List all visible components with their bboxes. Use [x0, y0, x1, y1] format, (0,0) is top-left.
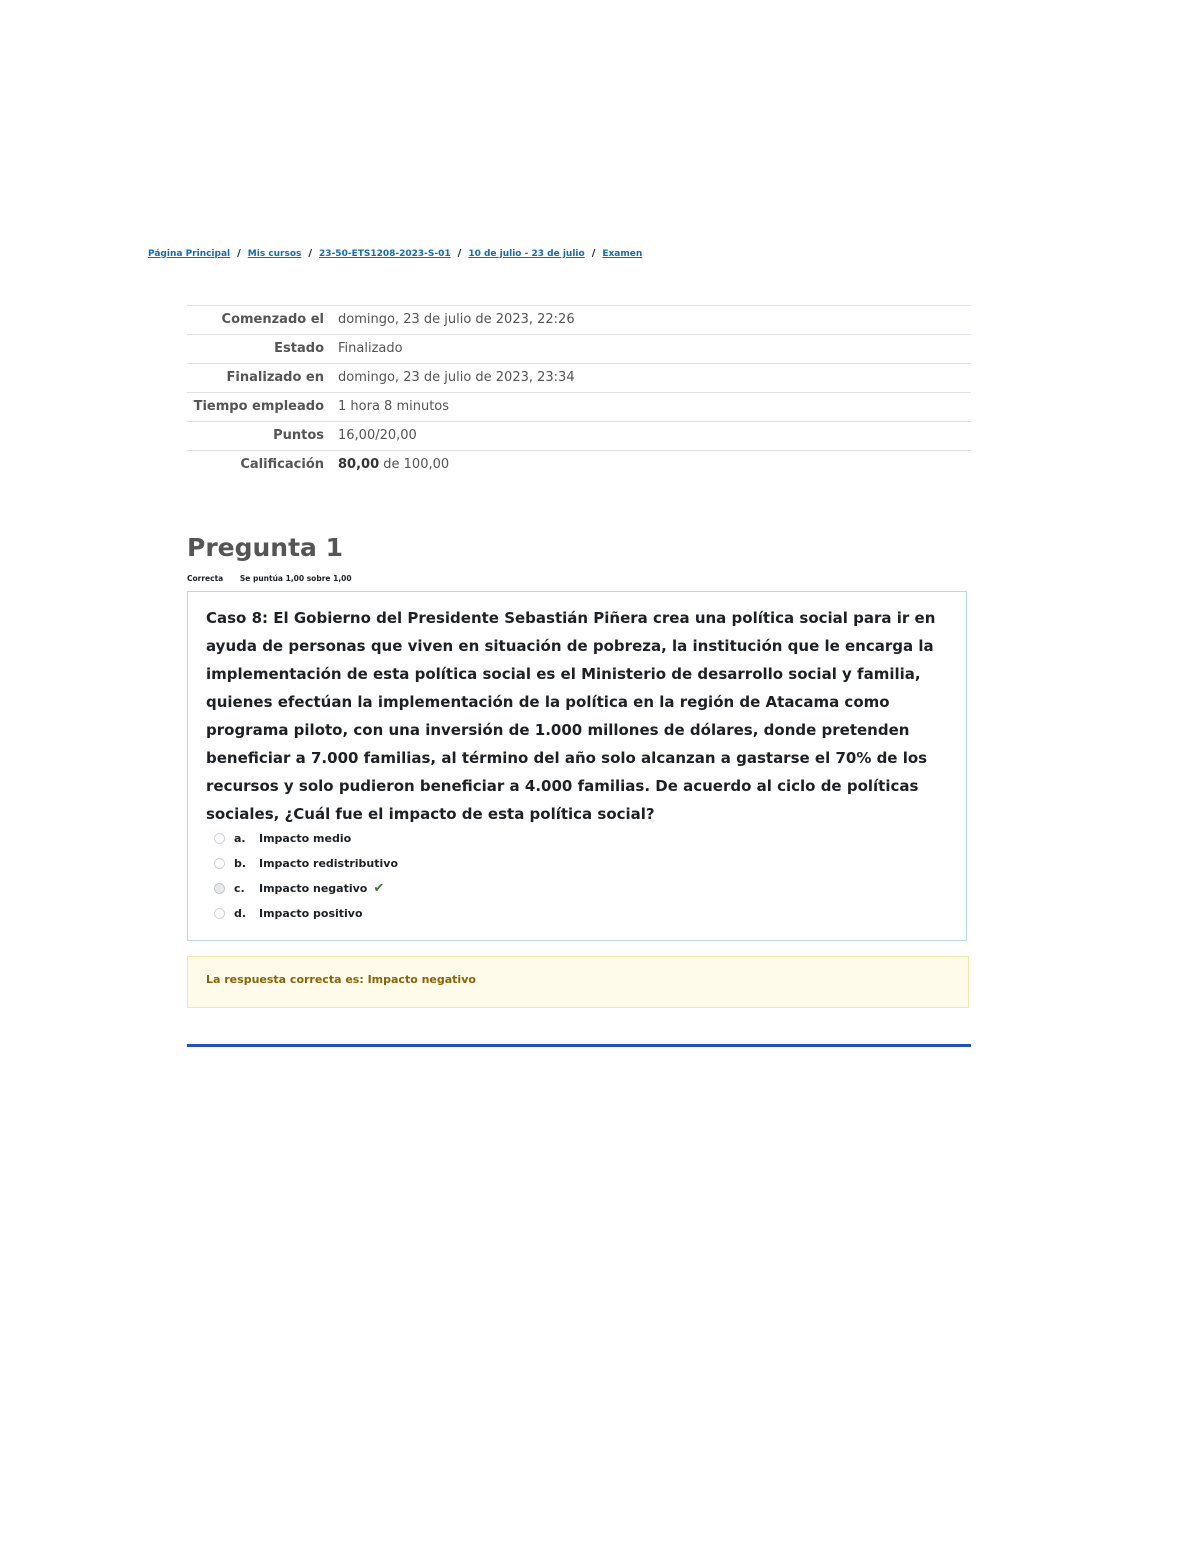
attempt-summary-table	[187, 305, 971, 479]
grade-label: Calificación	[240, 457, 324, 472]
time-label: Tiempo empleado	[193, 399, 324, 414]
question-info	[187, 574, 366, 583]
grade-value-cell	[336, 451, 971, 480]
breadcrumb-home-link[interactable]: Página Principal	[148, 248, 231, 259]
breadcrumb-section-link[interactable]: 10 de julio - 23 de julio	[468, 248, 585, 259]
marks-value: 16,00/20,00	[338, 428, 417, 443]
check-icon: ✔	[373, 881, 385, 896]
started-value: domingo, 23 de julio de 2023, 22:26	[338, 312, 575, 327]
time-value: 1 hora 8 minutos	[338, 399, 450, 414]
answer-option-d[interactable]	[214, 901, 398, 926]
question-title: Pregunta 1	[187, 533, 344, 562]
grade-suffix: de 100,00	[383, 457, 450, 472]
breadcrumb-separator: /	[591, 248, 596, 259]
answer-letter: b.	[234, 857, 247, 870]
state-label: Estado	[274, 341, 324, 356]
right-answer-text: La respuesta correcta es: Impacto negativo	[206, 973, 476, 986]
summary-row-started	[187, 306, 971, 335]
breadcrumb-separator: /	[237, 248, 241, 259]
grade-value: 80,00	[338, 457, 380, 472]
answer-text: Impacto negativo	[259, 882, 368, 895]
answer-letter: a.	[234, 832, 246, 845]
summary-row-completed	[187, 364, 971, 393]
question-text: Caso 8: El Gobierno del Presidente Sebastián Piñera crea una política social para ir en ayuda de personas que viven en situación de pobreza, la institución que le encarga la implementación de esta política social es el Ministerio de desarrollo social y familia, quienes efectúan la implementación de la política en la región de Atacama como programa piloto, con una inversión de 1.000 millones de dólares, donde pretenden beneficiar a 7.000 familias, al término del año solo alcanzan a gastarse el 70% de los recursos y solo pudieron beneficiar a 4.000 familias. De acuerdo al ciclo de políticas sociales, ¿Cuál fue el impacto de esta política social?	[206, 609, 936, 823]
answer-radio-selected[interactable]	[214, 883, 225, 894]
answer-option-b[interactable]	[214, 851, 398, 876]
breadcrumb-separator: /	[308, 248, 313, 259]
answer-option-c[interactable]	[214, 876, 398, 901]
right-answer-feedback	[187, 956, 969, 1008]
question-state: Correcta	[187, 574, 224, 583]
section-divider	[187, 1044, 971, 1047]
breadcrumb-quiz-link[interactable]: Examen	[602, 248, 643, 259]
answer-radio[interactable]	[214, 908, 225, 919]
summary-row-state	[187, 335, 971, 364]
answer-letter: c.	[234, 882, 245, 895]
answer-text: Impacto positivo	[259, 907, 363, 920]
started-label: Comenzado el	[221, 312, 324, 327]
state-value: Finalizado	[338, 341, 403, 356]
completed-value: domingo, 23 de julio de 2023, 23:34	[338, 370, 575, 385]
summary-row-grade	[187, 451, 971, 480]
answer-letter: d.	[234, 907, 247, 920]
marks-label: Puntos	[273, 428, 324, 443]
completed-label: Finalizado en	[226, 370, 324, 385]
breadcrumb-separator: /	[457, 248, 462, 259]
breadcrumb-my-courses-link[interactable]: Mis cursos	[247, 248, 302, 259]
answer-text: Impacto redistributivo	[259, 857, 399, 870]
question-content-box	[187, 591, 967, 941]
answer-radio[interactable]	[214, 833, 225, 844]
breadcrumb	[148, 248, 642, 259]
breadcrumb-course-link[interactable]: 23-50-ETS1208-2023-S-01	[319, 248, 451, 259]
answer-list	[214, 826, 398, 926]
summary-row-time	[187, 393, 971, 422]
summary-row-marks	[187, 422, 971, 451]
answer-option-a[interactable]	[214, 826, 398, 851]
answer-radio[interactable]	[214, 858, 225, 869]
answer-text: Impacto medio	[259, 832, 352, 845]
question-grade: Se puntúa 1,00 sobre 1,00	[239, 574, 352, 583]
